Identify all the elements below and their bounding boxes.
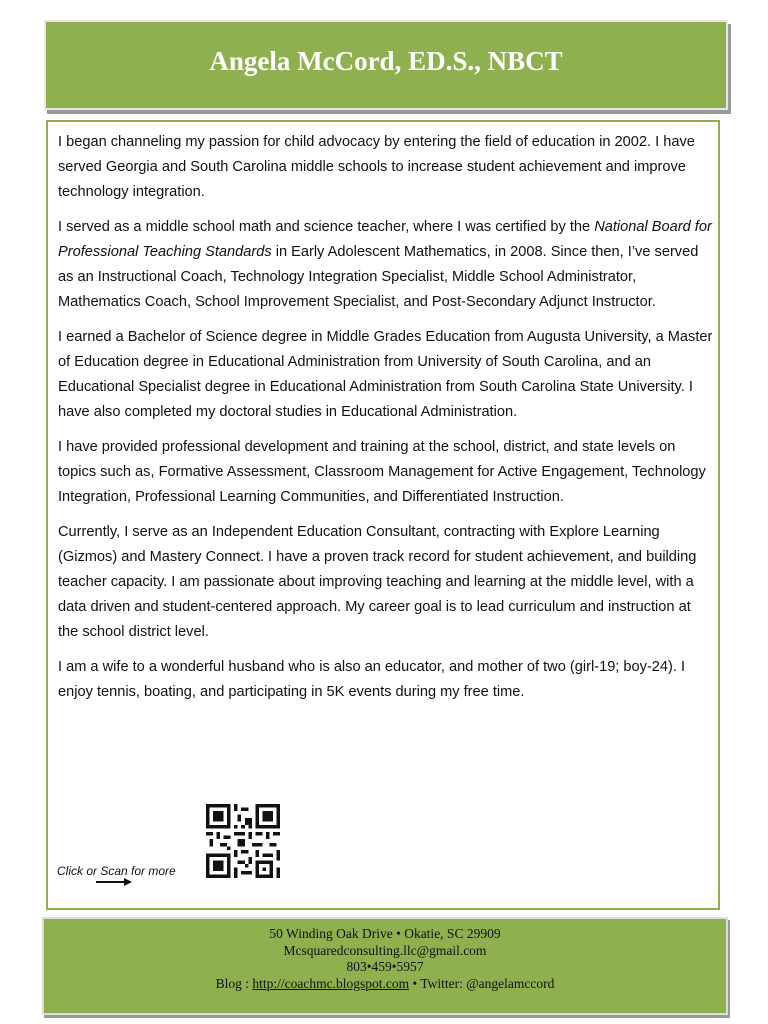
footer-email: Mcsquaredconsulting.llc@gmail.com	[283, 942, 487, 958]
bio-text	[58, 130, 714, 715]
bio-paragraph-6: I am a wife to a wonderful husband who is also an educator, and mother of two (girl-19; boy-24). I enjoy tennis, boating, and participating in 5K events during my free time.	[58, 659, 686, 700]
bio-paragraph-2-start: I served as a middle school math and science teacher, where I was certified by the	[58, 219, 595, 235]
blog-link[interactable]: http://coachmc.blogspot.com	[252, 975, 410, 991]
bio-paragraph-5: Currently, I serve as an Independent Education Consultant, contracting with Explore Learning (Gizmos) and Mastery Connect. I have a proven track record for student achievement, and building teacher capacity. I am passionate about improving teaching and learning at the middle level, with a data driven and student-centered approach. My career goal is to lead curriculum and instruction at the school district level.	[58, 524, 697, 640]
qr-caption: Click or Scan for more	[57, 864, 176, 878]
footer-address: 50 Winding Oak Drive • Okatie, SC 29909	[269, 926, 501, 941]
blog-label: Blog :	[215, 975, 253, 991]
footer-social	[44, 976, 726, 993]
bio-paragraph-3: I earned a Bachelor of Science degree in Middle Grades Education from Augusta University, a Master of Education degree in Educational Administration from University of South Carolina, and an Educational Specialist degree in Educational Administration from South Carolina State University. I have also completed my doctoral studies in Educational Administration.	[58, 329, 713, 420]
bio-paragraph-4: I have provided professional development and training at the school, district, and state levels on topics such as, Formative Assessment, Classroom Management for Active Engagement, Technology Integration, Professional Learning Communities, and Differentiated Instruction.	[58, 439, 706, 505]
header-banner	[44, 20, 728, 110]
bio-paragraph-1: I began channeling my passion for child advocacy by entering the field of education in 2002. I have served Georgia and South Carolina middle schools to increase student achievement and improve technology integration.	[58, 134, 695, 200]
contact-footer	[42, 917, 728, 1015]
bio-content-box	[46, 120, 720, 910]
footer-phone: 803•459•5957	[346, 959, 424, 974]
page-title: Angela McCord, ED.S., NBCT	[209, 46, 563, 76]
twitter-handle: • Twitter: @angelamccord	[409, 975, 555, 991]
bio-paragraph-2	[58, 215, 714, 315]
bio-paragraph-2-end: in Early Adolescent Mathematics, in 2008. Since then, I’ve served as an Instructional Coach, Technology Integration Specialist, Middle School Administrator, Mathematics Coach, School Improvement Specialist, and Post-Secondary Adjunct Instructor.	[58, 244, 699, 310]
qr-code-icon[interactable]	[206, 804, 280, 878]
arrow-right-icon	[96, 878, 132, 886]
bio-paragraph-2-italic: National Board for Professional Teaching Standards	[58, 219, 712, 260]
